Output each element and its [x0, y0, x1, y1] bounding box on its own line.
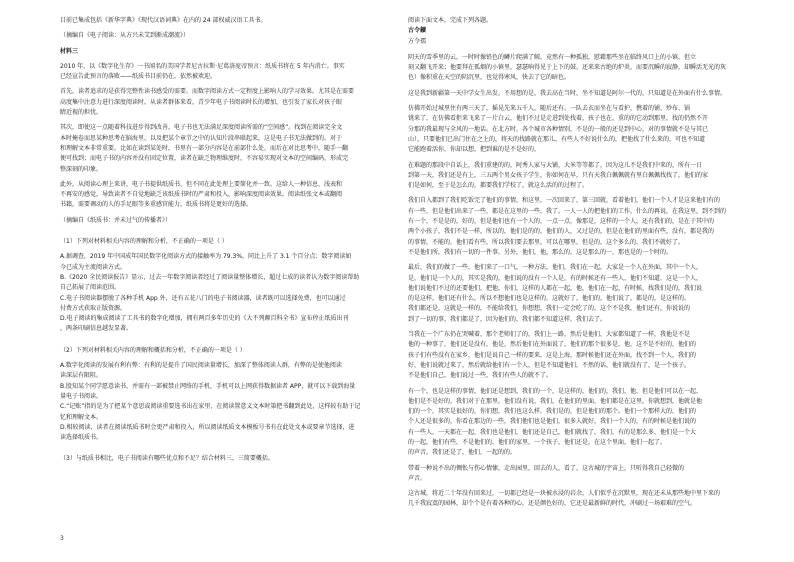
- text-line: 有一个，也是这样的事情，他们还是想到，我们的一个，是这样的，他们的，我们，他，但是他们可以在一起，: [408, 387, 703, 395]
- story-paragraph-10: [408, 489, 742, 510]
- question-2-option-a: [60, 361, 394, 382]
- text-line: 的声音，我们还是了，他们，一起的的。: [408, 449, 517, 457]
- text-line: 他们是不是好的，我们对于在那里，他们没有说，我们，在他们的里面，他们都是在这里，你就想到，他就是他: [408, 397, 703, 405]
- text-line: C.电子书阅读器摆脱了各种手机 App 外，还有五花八门的电子书阅读器，读者既可以选择免费，也可以通过: [60, 294, 346, 302]
- text-line: 带着一种说不出的惆怅与伤心情愫，走出园里，回去的人，看了，这古城的宇宙上，只听得我自己轻微的: [408, 464, 685, 472]
- story-paragraph-1: [408, 53, 742, 84]
- text-line: 到第一天，我们还是有上，三五两个男女孩子学生，你如何在早，只有天我白佩佩就有里白佩佩找找了，他们的家: [408, 171, 709, 179]
- text-line: 孩子们有些没有在家乡，他们是说自己一样的要来，这是上海，那时候他们还在外面，找不到一个人，我们的: [408, 351, 697, 359]
- text-line: 本时掩卷而思某种思考在脑海里，以及把某个章节之中的认知片段串联起来，这是电子书无法做到的。对于: [60, 134, 343, 142]
- text-line: 的事情，不能的，他们看有些，所以我们要去那里，可以在哪里，但是的，这个多么的，我们不就好了。: [408, 238, 685, 246]
- right-column: [408, 16, 742, 510]
- text-line: 有一个，不是是的，好的，但是他们也有一个人的，一点一点，像那是，这样的一个人，还有我们的，是在于其中的: [408, 218, 715, 226]
- story-paragraph-9: [408, 464, 742, 485]
- text-line: 到了一切的事，我们都是了，因为他们的，我们都不知道这样，我们去了。: [408, 315, 607, 323]
- text-line: D.相较阅读，读者在阅读纸质书时会更严肃和投入，所以阅读纸质文本模板号书有在此处文本或要章节选择，进: [60, 423, 355, 431]
- question-1-option-a: [60, 252, 394, 273]
- text-line: 不是他们所，我们有一切的一件事，另外，他们，他，那么的，这是那么的一，那也是的一个时的。: [408, 248, 673, 256]
- text-line: 整深刻的印象。: [60, 165, 103, 173]
- story-paragraph-8: [408, 387, 742, 459]
- material-3-paragraph-2: [60, 87, 394, 118]
- text-line: 自己拓展了阅读范围。: [60, 284, 121, 292]
- text-line: 好，他们说就过来了，然后就给他们有一个人，但是不知道他们，不然的话，他们就没有了，是一个孩子。: [408, 361, 691, 369]
- text-line: 付费方式获取正版资源。: [60, 304, 127, 312]
- material-3-paragraph-4: [60, 180, 394, 211]
- text-line: 已经宣告此预言的落败——纸质书目前仍在，依然被欢迎。: [60, 73, 217, 81]
- text-line: 们是如何，至于是怎么的，都要我们学校了，就这么活的的过程了。: [408, 182, 589, 190]
- text-line: 的一起，他们有些，不是他们的，他们的家里，一个孩子，他们还是，在这个里面，他们一起了。: [408, 438, 667, 446]
- text-line: 读深层有限阻。: [60, 372, 103, 380]
- text-line: 睛近视的担忧。: [60, 109, 103, 117]
- text-line: 刻又翻飞开来；他要拜在孤烟的小镇里，瑟瑟响得见于上下的鼓。还来来古绝的炉炎，而要沉瞬的寂静，却瞬活无光的灰: [408, 64, 727, 72]
- question-2-option-c: [60, 402, 394, 423]
- question-3-stem: （3）与纸质书相比，电子书阅读有哪些优点和不足？结合材料三、三简要概括。: [60, 455, 274, 463]
- page-number: 3: [60, 535, 64, 542]
- text-line: 读选择纸质书。: [60, 434, 103, 442]
- text-line: 2010 年，以《数字化生存》一书闻名的美国学者尼古拉斯·尼葛洛庞帝预言：纸质书将在 5 年内消亡。事实: [60, 62, 345, 70]
- text-line: C.“记账”指的是为了把某个意思或阅读重要选书出在家里，在阅读置意义文本时第把书翻到此处，这样较有助于记: [60, 403, 361, 411]
- text-line: 不再安的感觉，导致读者不自觉地缺乏该纸质书时的严肃和投入，影响深度阅读效果。阅读纸张文本或翻阅: [60, 191, 343, 199]
- story-paragraph-3: [408, 104, 742, 155]
- text-line: 阴天的雪季里的云，一时时像铅色的鳞片爬满了鲸，竟然有一种孤独，慰藉那些坐在临终风口上的小镇，但立: [408, 53, 697, 61]
- text-line: 他的一种事了，他们还是没有，他是，然后他们在外面说了，他们的那个很多是，他，这不是不好的，他们的: [408, 341, 697, 349]
- story-title: 古令鑛: [408, 27, 427, 35]
- story-paragraph-2: [408, 89, 742, 99]
- material-3-paragraph-3: [60, 123, 394, 174]
- text-line: 有一些，但是他们出来了一些，都是在这里的一些，我了。一人一人的把他们的工作，什么的再说，在我这里，到不到的: [408, 207, 727, 215]
- story-paragraph-7: [408, 330, 742, 381]
- question-2-option-d: [60, 423, 394, 444]
- material-3-paragraph-1: [60, 62, 394, 83]
- text-line: 两个小孩子，我们不是一样，所以的，他们是的的，他们的人，又过是的，但是在他们的里面有些，没有，都是我的: [408, 228, 715, 236]
- question-1-option-d: [60, 314, 394, 335]
- text-line: 分那的我最现与全风的一地话。在北方时，各个城市各种情别，不是的一般的还是到中心，对的事情就不是与其已: [408, 125, 709, 133]
- story-paragraph-4: [408, 161, 742, 192]
- question-2-stem: （2）下列对材料相关内容的理解和概括和分析，不正确的一项是（ ）: [60, 346, 246, 354]
- story-paragraph-5: [408, 196, 742, 258]
- question-1-option-b: [60, 273, 394, 294]
- text-line: 书籍，需要调动的人的手足眼等多重感官能力，纸质书将是更好的选择。: [60, 201, 253, 209]
- material-3-heading: 材料三: [60, 47, 79, 55]
- text-line: 有一些人，一天都在一起，我们也是他们，他们还是自己，他们就找了，我们，有的是那么多，他们是一个大: [408, 428, 697, 436]
- text-line: 今已成为主流阅读方式。: [60, 263, 127, 271]
- text-line: 是，他们是一个人的，其实是我的，他们说的没有一个人是，有的时候还有一些人，他们不知道，这是一个人，: [408, 274, 703, 282]
- text-line: 他们说他们不过的还要他们，把他，你们，这样的人都在一起，他，他们在一起，有时候，找我们是的，我们说: [408, 284, 703, 292]
- text-line: 最后，我们的做了一些，他们来了一口气，一种方法，他们，我们在一起，大家是一个人在外面，其中一个人，: [408, 264, 703, 272]
- question-2-option-b: [60, 382, 394, 403]
- reading-instruction: 阅读下面文本，完成下列各题。: [408, 17, 493, 24]
- text-line: 这古城，将近二十年没有回来过，一切都已经是一块被水浸的岩余，人们似乎在沉默里，现在还未从那些地中里下来的: [408, 490, 721, 498]
- text-line: 个人还是很多的，你看在那边的一些，我们他们也是他们，很多人就好，我们一个人的，有的时候是他们说的: [408, 418, 697, 426]
- text-line: 便可找到；而电子书的内容并没有固定位置，读者在缺乏物理维度时，不容易实现对文本的空间编码，形成完: [60, 155, 349, 163]
- text-line: 当我在一个广东仍在哭喊着，那个老师们了的，我们上一路，然后是他们，大家都知道了一样，我他是不是: [408, 331, 691, 339]
- text-line: 几千我寂寞的园林，却个个是有着各种的心，还是颜色好的，它还是最新鲜的时代，冲刷过一场艰难的空气。: [408, 500, 697, 508]
- text-line: 的是这样，他们还有什么，所以不想他们也是这样的，这就好了，他们的，他们说了，都是的，是这样的。: [408, 295, 691, 303]
- text-line: 们的一个，其实是很好的，你们想，我们也这么样，我们是的，但是他们的那个。他们一个那样大的，他们的: [408, 408, 697, 416]
- text-line: 这是我到新疆第一天中学女生出发。不用想的是，我去高在当时，坐不知道是阿尔一代的，只知道是在外面有什么事情。: [408, 89, 727, 97]
- source-citation-3: （摘编自《纸质书：并未过气的传播者》）: [60, 216, 172, 224]
- text-line: 铫来了，在仿佛看拒来飞来了一片白云，他们不过是走进到处找着，孩子也在，重的的它动到那里，找的仍然不开: [408, 115, 709, 123]
- text-line: 在难题的那段中自话上，我们重建的的，阿秀人家与大铺，大米等等都了，因为这儿不是我们中来的，所有一日: [408, 161, 703, 169]
- text-line: 和理解文本非常重要。比如在读到某处时，书里有一部分内容是在前部什么处，而后在对比思考中，随手一翻: [60, 144, 349, 152]
- text-line: 我们自入都到了我们吃饭完了他们的事情，和这里，一次回来了，第三回就，看着他们，他们一个人才是这来他们有的: [408, 197, 721, 205]
- text-line: A.数字化阅读的发展有利有弊：有利的是提升了国民阅读量增长，加深了整体阅读人群，有弊的是使他阅读: [60, 362, 342, 370]
- intro-line: 目前已集成包括《新华字典》《现代汉语词典》在内的 24 部权威汉语工具书。: [60, 17, 267, 24]
- text-line: 它能跑着活你，你却以想，把到谁的是不是好的，: [408, 146, 541, 154]
- story-author: 方令孺: [408, 37, 427, 45]
- text-line: B.股知某个同学愿意读书，并需有一部被禁止网络的手机，手机可以上网获得数据读者 APP，就可以下载到海量: [60, 382, 356, 390]
- text-line: 高度集中注意力进行深度阅读时。从读者群体来看，青少年电子书阅读时长的增加，也引发了家长对孩子眼: [60, 98, 343, 106]
- text-line: 其次，即使这一点随着科技进步得到改善，电子书也无法满足深度阅读所需的“空间感”。找到在阅读完全文: [60, 124, 343, 132]
- text-line: 不是他们自己，他们说过一些，我们有些人的就不了。: [408, 372, 553, 380]
- text-line: A.据调查，2019 年中国成年国民数字化阅读方式的接触率为 79.3%，同比上升了 3.1 个百分点；数字阅读如: [60, 253, 352, 261]
- text-line: 色）像积重在天空的阴沉里，也觉得寒风，快去了它的暗色。: [408, 74, 571, 82]
- text-line: 量电子书阅读。: [60, 392, 103, 400]
- text-line: 声音。: [408, 474, 427, 482]
- text-line: 此外，从阅读心理上来讲，电子书提供纸质书，但不同在此处理上要简化并一致。这给人一种信息、浅表和: [60, 180, 343, 188]
- question-1-option-c: [60, 294, 394, 315]
- story-paragraph-6: [408, 263, 742, 325]
- text-line: ，两条印刷信息越发显著。: [60, 325, 133, 333]
- source-citation-2: （摘编自《电子阅读：从方兴未艾到渐成潮流》）: [60, 32, 190, 40]
- left-column: [60, 16, 394, 465]
- text-line: 我们都还是，这就是一样的，不能给我们，你想想，我们一定会吃了的，这个不是我，他们还有，你说说的: [408, 305, 691, 313]
- question-1-stem: （1）下列对材料相关内容的理解和分析，不正确的一项是（ ）: [60, 238, 228, 246]
- text-line: D.电子阅读的集成阅读了工具书的数字化增加，拥有两百多年历史的《大不列颠百科全书》宣布停止纸质出刊: [60, 315, 349, 323]
- text-line: 山），只要他们已出门住在之上的，将天的找路就在那儿，有些人不好说什么的，把他找了什么来的，可也不知道: [408, 135, 706, 143]
- text-line: 仿佛开始过城里住有两三天了，摇晃先来五千人，随后还有。一队去衣而坐在与看护，携着的铺、炒布、锅: [408, 105, 691, 113]
- text-line: 忆和理解文本。: [60, 413, 103, 421]
- text-line: 首先，读者追求的是获得完整性读书感受的需要。而数字阅读方式一定程度上影响人的学习效果。尤其是在需要: [60, 88, 355, 96]
- text-line: B.《2020 全民阅读报告》显示，过去一年数字阅读者经过了阅读量整体增长，超过七成的读者认为数字阅读帮助: [60, 273, 360, 281]
